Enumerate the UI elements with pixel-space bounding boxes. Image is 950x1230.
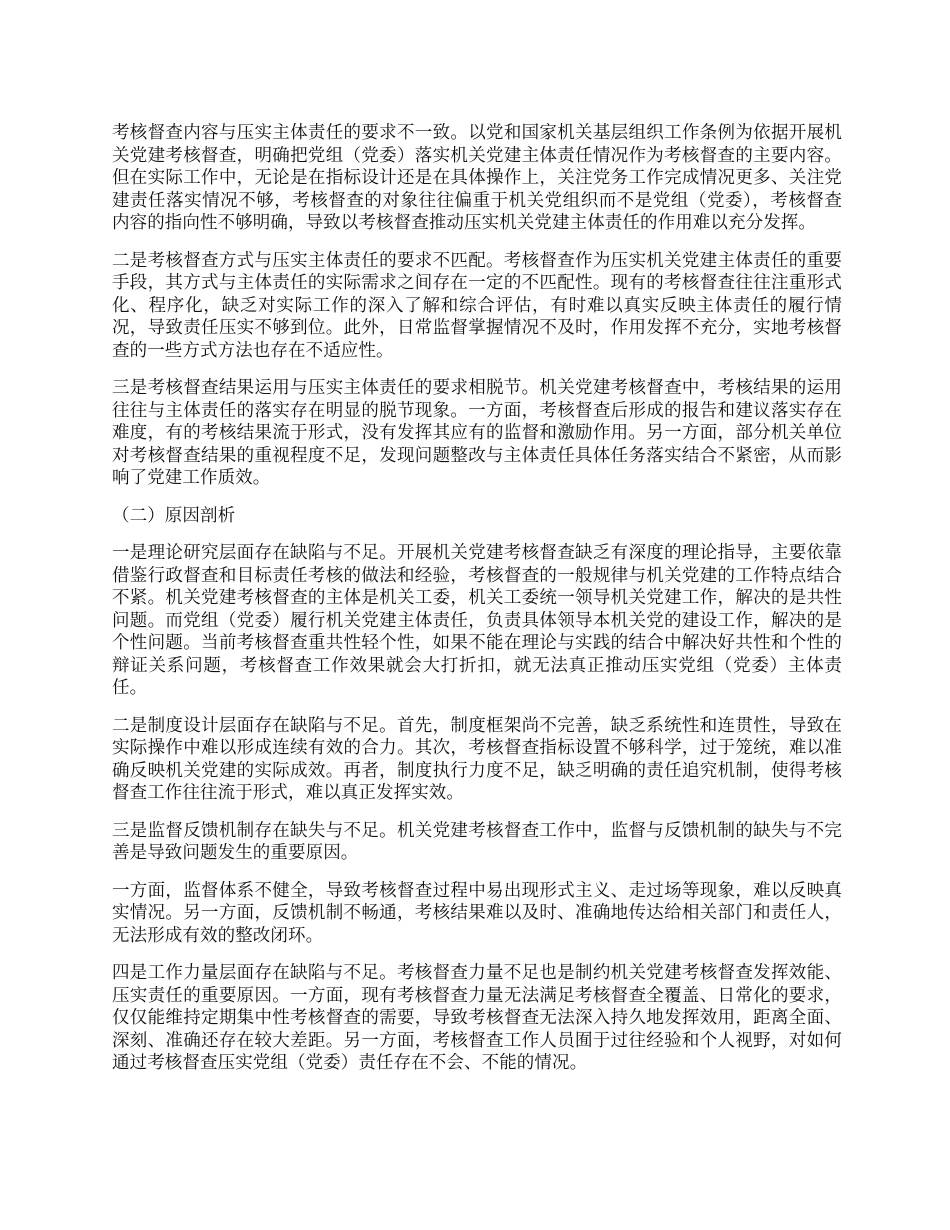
paragraph-theory-deficiency: 一是理论研究层面存在缺陷与不足。开展机关党建考核督查缺乏有深度的理论指导，主要依靠借鉴行政督查和目标责任考核的做法和经验，考核督查的一般规律与机关党建的工作特点结合不紧。机关党建考核督查的主体是机关工委，机关工委统一领导机关党建工作，解决的是共性问题。而党组（党委）履行机关党建主体责任，负责具体领导本机关党的建设工作，解决的是个性问题。当前考核督查重共性轻个性，如果不能在理论与实践的结合中解决好共性和个性的辩证关系问题，考核督查工作效果就会大打折扣，就无法真正推动压实党组（党委）主体责任。 [112, 543, 842, 698]
document-body [112, 122, 842, 1090]
paragraph-supervision-details: 一方面，监督体系不健全，导致考核督查过程中易出现形式主义、走过场等现象，难以反映真实情况。另一方面，反馈机制不畅通，考核结果难以及时、准确地传达给相关部门和责任人，无法形成有效的整改闭环。 [112, 880, 842, 946]
paragraph-content-mismatch: 考核督查内容与压实主体责任的要求不一致。以党和国家机关基层组织工作条例为依据开展机关党建考核督查，明确把党组（党委）落实机关党建主体责任情况作为考核督查的主要内容。但在实际工作中，无论是在指标设计还是在具体操作上，关注党务工作完成情况更多、关注党建责任落实情况不够，考核督查的对象往往偏重于机关党组织而不是党组（党委），考核督查内容的指向性不够明确，导致以考核督查推动压实机关党建主体责任的作用难以充分发挥。 [112, 123, 842, 233]
paragraph-system-design-deficiency: 二是制度设计层面存在缺陷与不足。首先，制度框架尚不完善，缺乏系统性和连贯性，导致在实际操作中难以形成连续有效的合力。其次，考核督查指标设置不够科学，过于笼统，难以准确反映机关党建的实际成效。再者，制度执行力度不足，缺乏明确的责任追究机制，使得考核督查工作往往流于形式，难以真正发挥实效。 [112, 715, 842, 803]
paragraph-result-disconnect: 三是考核督查结果运用与压实主体责任的要求相脱节。机关党建考核督查中，考核结果的运用往往与主体责任的落实存在明显的脱节现象。一方面，考核督查后形成的报告和建议落实存在难度，有的考核结果流于形式，没有发挥其应有的监督和激励作用。另一方面，部分机关单位对考核督查结果的重视程度不足，发现问题整改与主体责任具体任务落实结合不紧密，从而影响了党建工作质效。 [112, 378, 842, 488]
paragraph-workforce-deficiency: 四是工作力量层面存在缺陷与不足。考核督查力量不足也是制约机关党建考核督查发挥效能、压实责任的重要原因。一方面，现有考核督查力量无法满足考核督查全覆盖、日常化的要求，仅仅能维持定期集中性考核督查的需要，导致考核督查无法深入持久地发挥效用，距离全面、深刻、准确还存在较大差距。另一方面，考核督查工作人员囿于过往经验和个人视野，对如何通过考核督查压实党组（党委）责任存在不会、不能的情况。 [112, 963, 842, 1073]
paragraph-method-mismatch: 二是考核督查方式与压实主体责任的要求不匹配。考核督查作为压实机关党建主体责任的重要手段，其方式与主体责任的实际需求之间存在一定的不匹配性。现有的考核督查往往注重形式化、程序化，缺乏对实际工作的深入了解和综合评估，有时难以真实反映主体责任的履行情况，导致责任压实不够到位。此外，日常监督掌握情况不及时，作用发挥不充分，实地考核督查的一些方式方法也存在不适应性。 [112, 250, 842, 361]
section-heading-cause-analysis: （二）原因剖析 [112, 505, 236, 526]
paragraph-supervision-feedback-deficiency: 三是监督反馈机制存在缺失与不足。机关党建考核督查工作中，监督与反馈机制的缺失与不完善是导致问题发生的重要原因。 [112, 820, 842, 863]
